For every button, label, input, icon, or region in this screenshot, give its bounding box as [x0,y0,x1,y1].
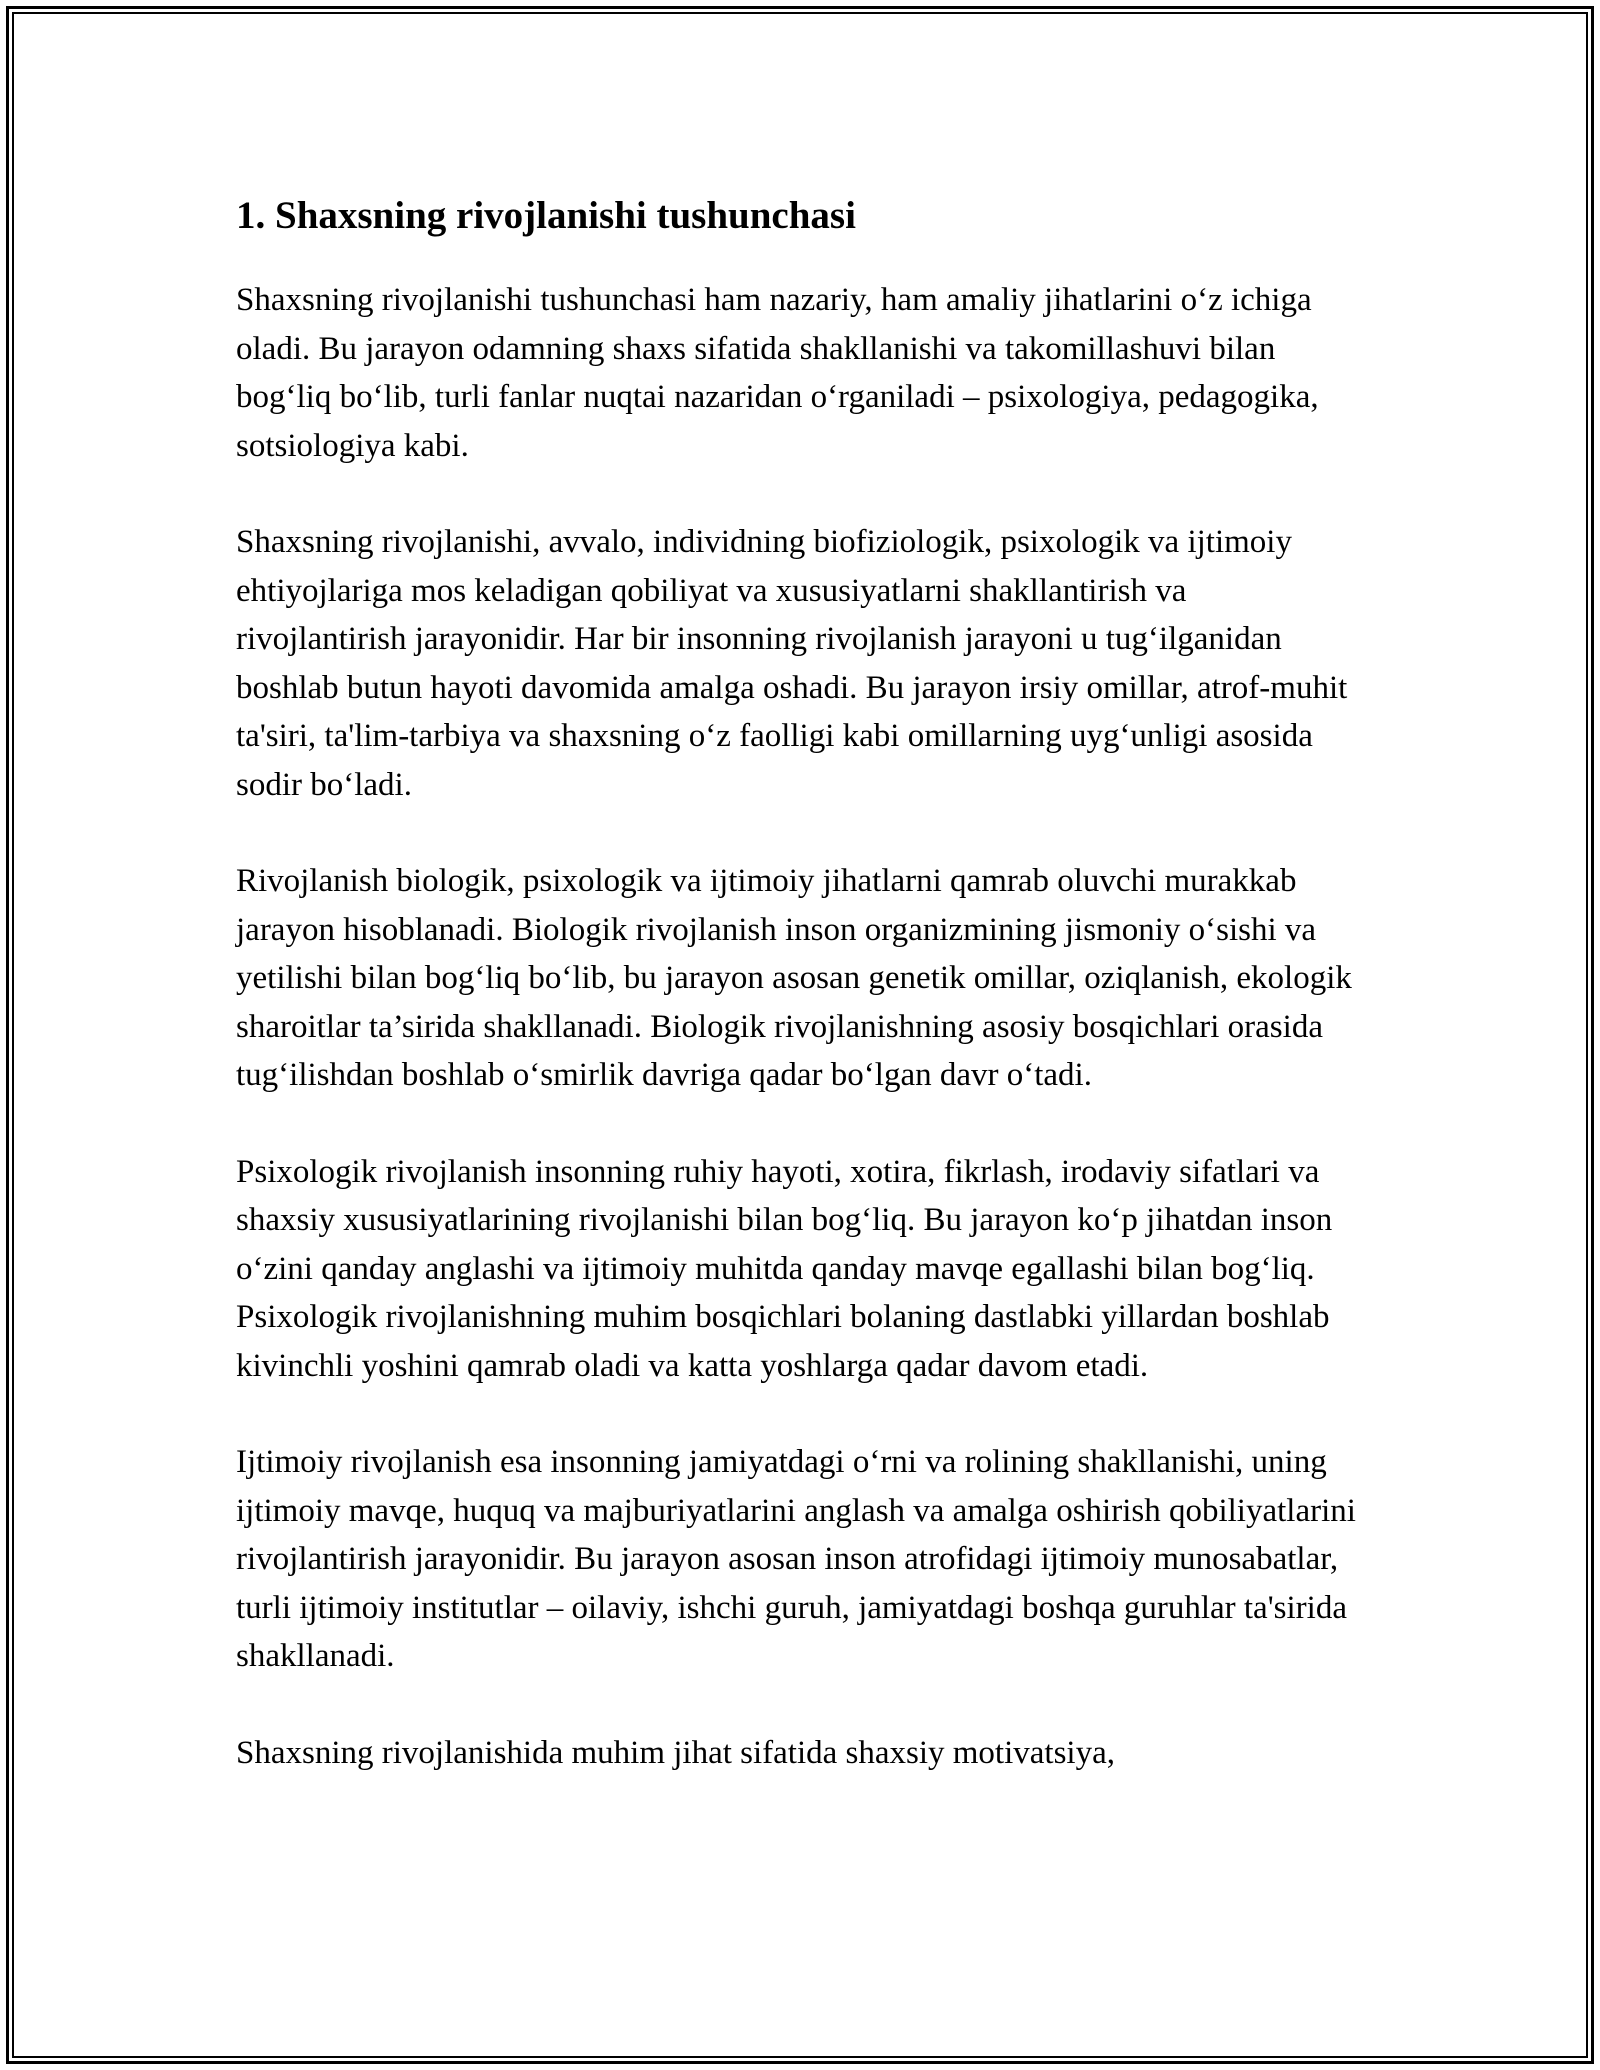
paragraph-2: Shaxsning rivojlanishi, avvalo, individning biofiziologik, psixologik va ijtimoiy ehtiyojlariga mos keladigan qobiliyat va xususiyatlarni shakllantirish va rivojlantirish jarayonidir. Har bir insonning rivojlanish jarayoni u tug‘ilganidan boshlab butun hayoti davomida amalga oshadi. Bu jarayon irsiy omillar, atrof-muhit ta'siri, ta'lim-tarbiya va shaxsning o‘z faolligi kabi omillarning uyg‘unligi asosida sodir bo‘ladi. [236,524,1348,803]
paragraph-5: Ijtimoiy rivojlanish esa insonning jamiyatdagi o‘rni va rolining shakllanishi, uning ijtimoiy mavqe, huquq va majburiyatlarini anglash va amalga oshirish qobiliyatlarini rivojlantirish jarayonidir. Bu jarayon asosan inson atrofidagi ijtimoiy munosabatlar, turli ijtimoiy institutlar – oilaviy, ishchi guruh, jamiyatdagi boshqa guruhlar ta'sirida shakllanadi. [236,1444,1356,1674]
paragraph-1: Shaxsning rivojlanishi tushunchasi ham nazariy, ham amaliy jihatlarini o‘z ichiga oladi. Bu jarayon odamning shaxs sifatida shakllanishi va takomillashuvi bilan bog‘liq bo‘lib, turli fanlar nuqtai nazaridan o‘rganiladi – psixologiya, pedagogika, sotsiologiya kabi. [236,282,1319,464]
section-title: 1. Shaxsning rivojlanishi tushunchasi [236,194,856,237]
paragraph-6: Shaxsning rivojlanishida muhim jihat sifatida shaxsiy motivatsiya, [236,1734,1115,1771]
paragraph-3: Rivojlanish biologik, psixologik va ijtimoiy jihatlarni qamrab oluvchi murakkab jarayon hisoblanadi. Biologik rivojlanish inson organizmining jismoniy o‘sishi va yetilishi bilan bog‘liq bo‘lib, bu jarayon asosan genetik omillar, oziqlanish, ekologik sharoitlar ta’sirida shakllanadi. Biologik rivojlanishning asosiy bosqichlari orasida tug‘ilishdan boshlab o‘smirlik davriga qadar bo‘lgan davr o‘tadi. [236,863,1352,1093]
paragraph-4: Psixologik rivojlanish insonning ruhiy hayoti, xotira, fikrlash, irodaviy sifatlari va shaxsiy xususiyatlarining rivojlanishi bilan bog‘liq. Bu jarayon ko‘p jihatdan inson o‘zini qanday anglashi va ijtimoiy muhitda qanday mavqe egallashi bilan bog‘liq. Psixologik rivojlanishning muhim bosqichlari bolaning dastlabki yillardan boshlab kivinchli yoshini qamrab oladi va katta yoshlarga qadar davom etadi. [236,1153,1333,1384]
document-body [236,188,1356,1825]
